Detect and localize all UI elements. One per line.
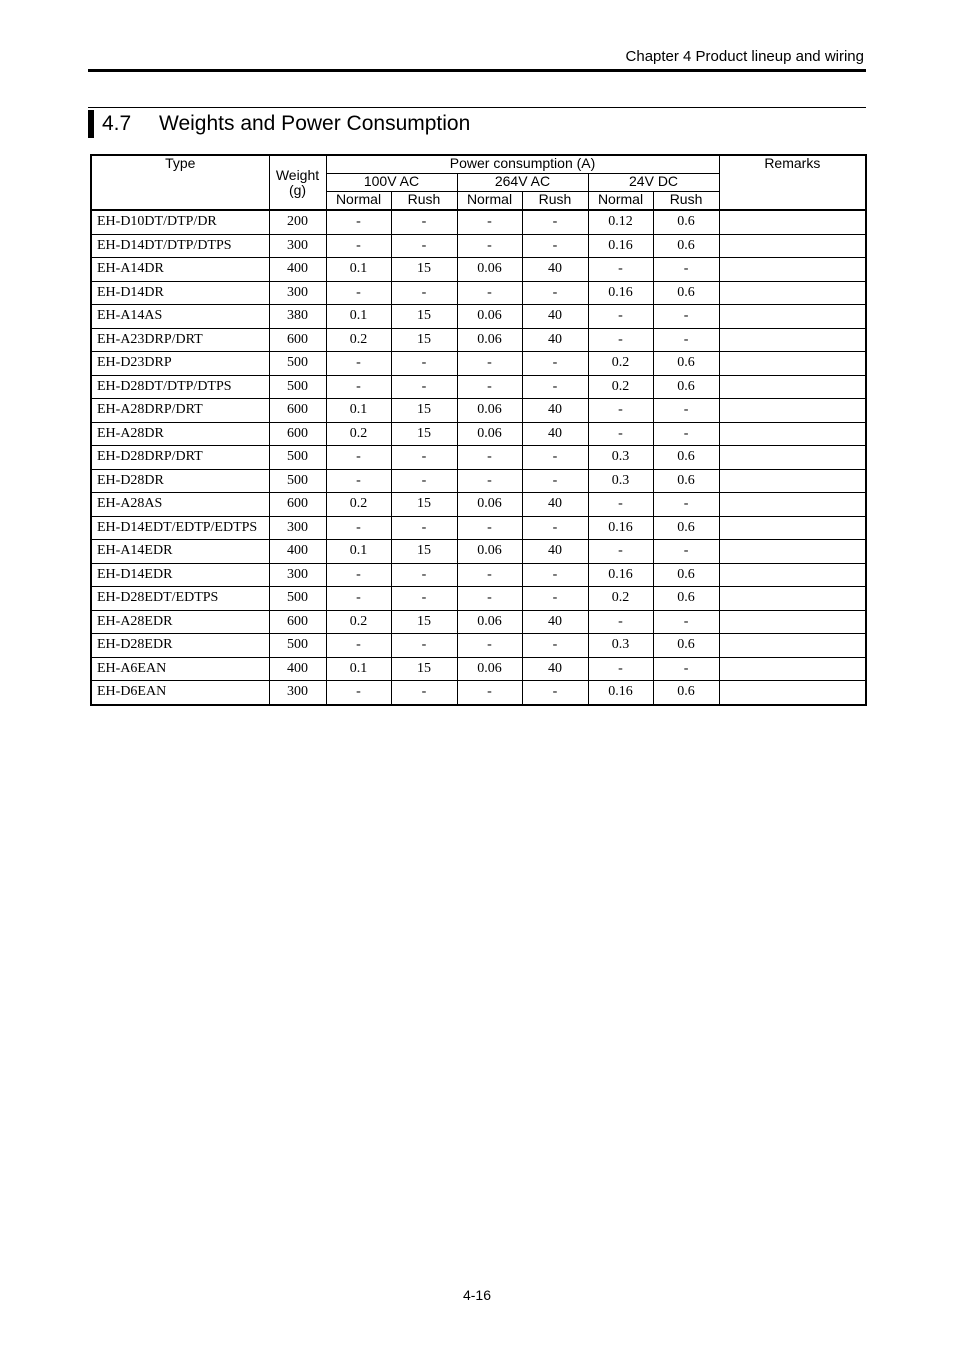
cell-normal-24v: - xyxy=(588,540,653,564)
cell-rush-264v: - xyxy=(522,446,588,470)
cell-normal-24v: 0.16 xyxy=(588,516,653,540)
table-row xyxy=(91,422,866,446)
table-row xyxy=(91,328,866,352)
cell-normal-264v: - xyxy=(457,210,522,234)
cell-rush-24v: - xyxy=(653,493,719,517)
cell-normal-264v: 0.06 xyxy=(457,422,522,446)
cell-normal-24v: 0.16 xyxy=(588,563,653,587)
cell-normal-264v: 0.06 xyxy=(457,399,522,423)
cell-rush-100v: 15 xyxy=(391,305,457,329)
header-24v-dc: 24V DC xyxy=(588,174,719,192)
cell-remarks xyxy=(719,540,866,564)
cell-rush-264v: - xyxy=(522,375,588,399)
cell-normal-264v: 0.06 xyxy=(457,328,522,352)
cell-type: EH-A6EAN xyxy=(91,657,269,681)
cell-normal-264v: 0.06 xyxy=(457,540,522,564)
cell-remarks xyxy=(719,375,866,399)
cell-normal-24v: - xyxy=(588,610,653,634)
cell-normal-100v: 0.2 xyxy=(326,493,391,517)
cell-rush-264v: 40 xyxy=(522,399,588,423)
table-row xyxy=(91,563,866,587)
cell-rush-264v: - xyxy=(522,234,588,258)
table-row xyxy=(91,446,866,470)
table-row xyxy=(91,210,866,234)
cell-rush-264v: 40 xyxy=(522,540,588,564)
cell-remarks xyxy=(719,305,866,329)
cell-rush-100v: 15 xyxy=(391,493,457,517)
cell-rush-264v: 40 xyxy=(522,258,588,282)
cell-weight: 400 xyxy=(269,657,326,681)
cell-rush-100v: - xyxy=(391,469,457,493)
cell-rush-100v: 15 xyxy=(391,610,457,634)
cell-rush-100v: - xyxy=(391,210,457,234)
cell-rush-24v: - xyxy=(653,422,719,446)
cell-remarks xyxy=(719,234,866,258)
cell-rush-264v: - xyxy=(522,587,588,611)
cell-rush-100v: 15 xyxy=(391,399,457,423)
cell-normal-24v: 0.3 xyxy=(588,634,653,658)
cell-rush-24v: 0.6 xyxy=(653,375,719,399)
cell-rush-100v: - xyxy=(391,352,457,376)
cell-remarks xyxy=(719,634,866,658)
header-weight-line1: Weight xyxy=(275,166,320,183)
cell-rush-100v: - xyxy=(391,587,457,611)
cell-normal-100v: - xyxy=(326,469,391,493)
cell-type: EH-A23DRP/DRT xyxy=(91,328,269,352)
cell-normal-100v: 0.2 xyxy=(326,422,391,446)
cell-rush-24v: - xyxy=(653,258,719,282)
cell-rush-100v: 15 xyxy=(391,657,457,681)
cell-type: EH-A14DR xyxy=(91,258,269,282)
table-row xyxy=(91,399,866,423)
cell-normal-264v: - xyxy=(457,516,522,540)
cell-normal-24v: 0.3 xyxy=(588,469,653,493)
cell-normal-24v: - xyxy=(588,657,653,681)
cell-rush-24v: - xyxy=(653,328,719,352)
cell-weight: 500 xyxy=(269,352,326,376)
table-row xyxy=(91,657,866,681)
table-row xyxy=(91,540,866,564)
cell-rush-264v: - xyxy=(522,469,588,493)
section-title: Weights and Power Consumption xyxy=(159,112,471,135)
cell-normal-100v: - xyxy=(326,446,391,470)
table-row xyxy=(91,634,866,658)
header-remarks: Remarks xyxy=(719,155,866,210)
cell-normal-24v: 0.16 xyxy=(588,281,653,305)
cell-rush-264v: 40 xyxy=(522,610,588,634)
cell-normal-100v: - xyxy=(326,516,391,540)
cell-normal-24v: 0.2 xyxy=(588,352,653,376)
cell-rush-100v: - xyxy=(391,516,457,540)
cell-normal-264v: 0.06 xyxy=(457,610,522,634)
cell-rush-24v: - xyxy=(653,540,719,564)
cell-rush-100v: - xyxy=(391,446,457,470)
table-row xyxy=(91,352,866,376)
cell-type: EH-A14AS xyxy=(91,305,269,329)
cell-rush-24v: 0.6 xyxy=(653,634,719,658)
table-row xyxy=(91,587,866,611)
cell-remarks xyxy=(719,399,866,423)
table-row xyxy=(91,258,866,282)
cell-rush-264v: - xyxy=(522,210,588,234)
cell-type: EH-D28DR xyxy=(91,469,269,493)
cell-normal-100v: 0.1 xyxy=(326,258,391,282)
cell-rush-24v: 0.6 xyxy=(653,210,719,234)
cell-type: EH-D28DT/DTP/DTPS xyxy=(91,375,269,399)
cell-type: EH-D28EDR xyxy=(91,634,269,658)
cell-normal-100v: 0.2 xyxy=(326,328,391,352)
cell-type: EH-D28DRP/DRT xyxy=(91,446,269,470)
cell-normal-264v: 0.06 xyxy=(457,258,522,282)
cell-weight: 200 xyxy=(269,210,326,234)
header-264v-ac: 264V AC xyxy=(457,174,588,192)
cell-normal-100v: - xyxy=(326,210,391,234)
cell-rush-24v: - xyxy=(653,610,719,634)
page-number: 4-16 xyxy=(462,1287,492,1303)
cell-rush-24v: 0.6 xyxy=(653,681,719,705)
cell-normal-24v: - xyxy=(588,258,653,282)
chapter-header: Chapter 4 Product lineup and wiring xyxy=(625,48,864,65)
cell-rush-100v: 15 xyxy=(391,540,457,564)
cell-rush-264v: - xyxy=(522,352,588,376)
cell-normal-100v: - xyxy=(326,281,391,305)
table-body xyxy=(91,210,866,705)
cell-type: EH-A28DR xyxy=(91,422,269,446)
cell-rush-264v: - xyxy=(522,281,588,305)
cell-rush-24v: 0.6 xyxy=(653,234,719,258)
cell-remarks xyxy=(719,516,866,540)
cell-type: EH-D23DRP xyxy=(91,352,269,376)
header-power-consumption: Power consumption (A) xyxy=(326,155,719,174)
cell-type: EH-D10DT/DTP/DR xyxy=(91,210,269,234)
section-heading xyxy=(88,110,470,138)
cell-normal-264v: - xyxy=(457,681,522,705)
header-normal-24v: Normal xyxy=(588,192,653,211)
cell-weight: 500 xyxy=(269,446,326,470)
cell-remarks xyxy=(719,587,866,611)
cell-type: EH-A28EDR xyxy=(91,610,269,634)
weights-power-table xyxy=(90,154,867,706)
cell-normal-264v: - xyxy=(457,234,522,258)
cell-weight: 600 xyxy=(269,328,326,352)
cell-rush-264v: 40 xyxy=(522,493,588,517)
cell-normal-24v: - xyxy=(588,328,653,352)
cell-remarks xyxy=(719,657,866,681)
cell-rush-24v: 0.6 xyxy=(653,446,719,470)
cell-rush-264v: - xyxy=(522,681,588,705)
cell-type: EH-D14DR xyxy=(91,281,269,305)
cell-rush-264v: - xyxy=(522,516,588,540)
cell-normal-264v: 0.06 xyxy=(457,657,522,681)
cell-weight: 400 xyxy=(269,540,326,564)
cell-remarks xyxy=(719,281,866,305)
cell-rush-100v: - xyxy=(391,634,457,658)
cell-normal-100v: - xyxy=(326,234,391,258)
header-weight xyxy=(269,155,326,210)
cell-normal-100v: - xyxy=(326,375,391,399)
cell-rush-264v: 40 xyxy=(522,328,588,352)
cell-normal-264v: 0.06 xyxy=(457,493,522,517)
cell-weight: 400 xyxy=(269,258,326,282)
cell-normal-24v: 0.2 xyxy=(588,587,653,611)
cell-normal-24v: 0.12 xyxy=(588,210,653,234)
cell-remarks xyxy=(719,210,866,234)
cell-rush-24v: 0.6 xyxy=(653,281,719,305)
header-rush-24v: Rush xyxy=(653,192,719,211)
cell-rush-100v: - xyxy=(391,563,457,587)
cell-normal-24v: 0.16 xyxy=(588,681,653,705)
cell-normal-264v: 0.06 xyxy=(457,305,522,329)
cell-weight: 500 xyxy=(269,634,326,658)
section-number: 4.7 xyxy=(102,112,132,135)
cell-rush-24v: - xyxy=(653,305,719,329)
cell-rush-264v: 40 xyxy=(522,305,588,329)
cell-rush-100v: - xyxy=(391,234,457,258)
cell-normal-24v: - xyxy=(588,493,653,517)
cell-weight: 600 xyxy=(269,493,326,517)
cell-normal-24v: 0.2 xyxy=(588,375,653,399)
cell-rush-24v: 0.6 xyxy=(653,516,719,540)
cell-rush-24v: - xyxy=(653,657,719,681)
cell-normal-264v: - xyxy=(457,587,522,611)
cell-rush-24v: 0.6 xyxy=(653,352,719,376)
header-rush-264v: Rush xyxy=(522,192,588,211)
cell-remarks xyxy=(719,563,866,587)
cell-weight: 380 xyxy=(269,305,326,329)
cell-normal-100v: - xyxy=(326,634,391,658)
table-row xyxy=(91,469,866,493)
cell-rush-100v: 15 xyxy=(391,328,457,352)
cell-type: EH-D28EDT/EDTPS xyxy=(91,587,269,611)
table-row xyxy=(91,516,866,540)
cell-remarks xyxy=(719,681,866,705)
cell-normal-24v: - xyxy=(588,399,653,423)
cell-type: EH-A28AS xyxy=(91,493,269,517)
table-row xyxy=(91,493,866,517)
cell-remarks xyxy=(719,328,866,352)
cell-normal-264v: - xyxy=(457,352,522,376)
cell-weight: 600 xyxy=(269,610,326,634)
cell-rush-100v: - xyxy=(391,281,457,305)
cell-normal-24v: - xyxy=(588,305,653,329)
cell-type: EH-D6EAN xyxy=(91,681,269,705)
cell-rush-24v: - xyxy=(653,399,719,423)
header-100v-ac: 100V AC xyxy=(326,174,457,192)
table-row xyxy=(91,681,866,705)
cell-rush-264v: 40 xyxy=(522,657,588,681)
cell-rush-100v: - xyxy=(391,681,457,705)
header-rush-100v: Rush xyxy=(391,192,457,211)
cell-weight: 500 xyxy=(269,375,326,399)
cell-weight: 500 xyxy=(269,587,326,611)
cell-normal-100v: - xyxy=(326,563,391,587)
cell-normal-264v: - xyxy=(457,469,522,493)
header-rule xyxy=(88,69,866,72)
cell-weight: 500 xyxy=(269,469,326,493)
table-row xyxy=(91,234,866,258)
cell-normal-100v: - xyxy=(326,587,391,611)
cell-rush-100v: 15 xyxy=(391,258,457,282)
cell-type: EH-A14EDR xyxy=(91,540,269,564)
table-row xyxy=(91,375,866,399)
cell-normal-100v: 0.1 xyxy=(326,399,391,423)
cell-normal-264v: - xyxy=(457,634,522,658)
cell-normal-100v: 0.1 xyxy=(326,657,391,681)
cell-rush-24v: 0.6 xyxy=(653,469,719,493)
header-weight-line2: (g) xyxy=(288,181,307,198)
section-rule xyxy=(88,107,866,108)
cell-normal-100v: 0.1 xyxy=(326,540,391,564)
cell-weight: 300 xyxy=(269,516,326,540)
cell-weight: 300 xyxy=(269,681,326,705)
cell-weight: 300 xyxy=(269,563,326,587)
cell-weight: 600 xyxy=(269,422,326,446)
cell-normal-264v: - xyxy=(457,375,522,399)
cell-rush-100v: 15 xyxy=(391,422,457,446)
cell-normal-100v: 0.1 xyxy=(326,305,391,329)
cell-normal-100v: - xyxy=(326,352,391,376)
cell-remarks xyxy=(719,610,866,634)
cell-rush-24v: 0.6 xyxy=(653,563,719,587)
cell-normal-264v: - xyxy=(457,281,522,305)
cell-type: EH-D14EDR xyxy=(91,563,269,587)
cell-rush-264v: 40 xyxy=(522,422,588,446)
section-marker-bar xyxy=(88,110,94,138)
cell-rush-264v: - xyxy=(522,563,588,587)
table-row xyxy=(91,305,866,329)
cell-remarks xyxy=(719,493,866,517)
cell-remarks xyxy=(719,352,866,376)
cell-rush-100v: - xyxy=(391,375,457,399)
cell-weight: 300 xyxy=(269,281,326,305)
cell-weight: 300 xyxy=(269,234,326,258)
cell-normal-100v: - xyxy=(326,681,391,705)
cell-normal-24v: - xyxy=(588,422,653,446)
cell-remarks xyxy=(719,422,866,446)
header-normal-100v: Normal xyxy=(326,192,391,211)
cell-rush-264v: - xyxy=(522,634,588,658)
cell-type: EH-D14EDT/EDTP/EDTPS xyxy=(91,516,269,540)
cell-normal-24v: 0.3 xyxy=(588,446,653,470)
cell-normal-100v: 0.2 xyxy=(326,610,391,634)
cell-rush-24v: 0.6 xyxy=(653,587,719,611)
header-type: Type xyxy=(91,155,269,210)
cell-type: EH-D14DT/DTP/DTPS xyxy=(91,234,269,258)
table-row xyxy=(91,281,866,305)
cell-normal-24v: 0.16 xyxy=(588,234,653,258)
cell-remarks xyxy=(719,258,866,282)
cell-normal-264v: - xyxy=(457,446,522,470)
cell-weight: 600 xyxy=(269,399,326,423)
header-normal-264v: Normal xyxy=(457,192,522,211)
cell-normal-264v: - xyxy=(457,563,522,587)
cell-remarks xyxy=(719,469,866,493)
cell-type: EH-A28DRP/DRT xyxy=(91,399,269,423)
cell-remarks xyxy=(719,446,866,470)
table-row xyxy=(91,610,866,634)
